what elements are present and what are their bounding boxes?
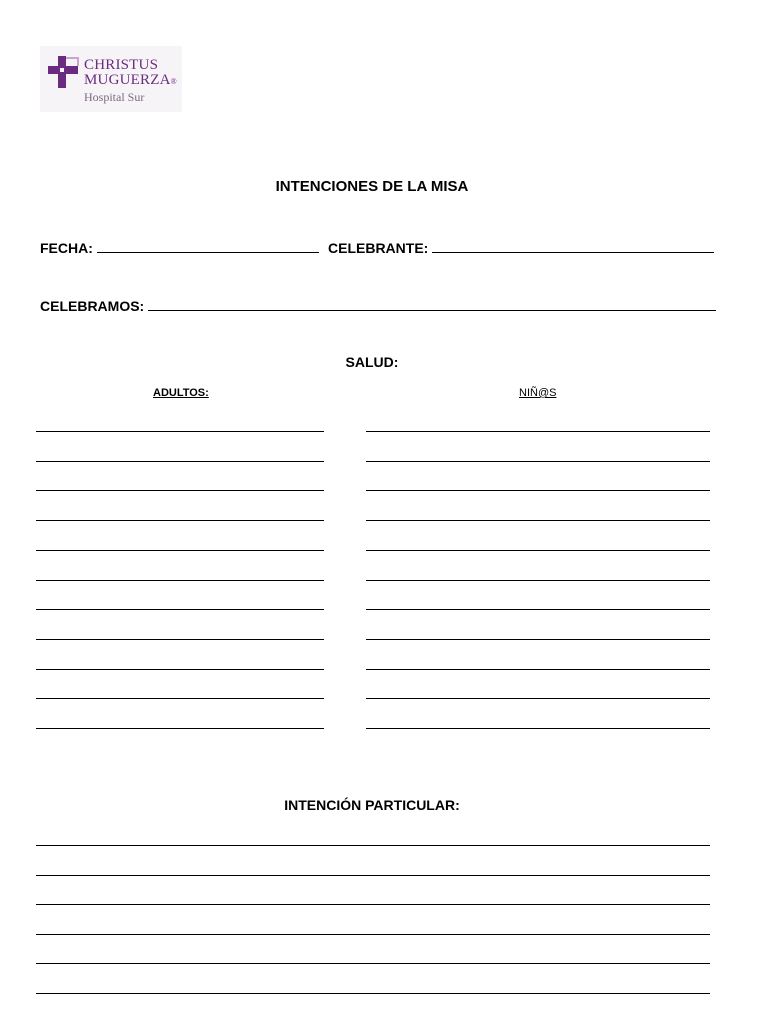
- ninos-blank-line[interactable]: [366, 609, 710, 610]
- fecha-blank-line[interactable]: [97, 238, 319, 253]
- fecha-label: FECHA:: [40, 240, 93, 256]
- particular-blank-line[interactable]: [36, 845, 710, 846]
- adultos-blank-line[interactable]: [36, 461, 324, 462]
- particular-blank-line[interactable]: [36, 993, 710, 994]
- intencion-particular-heading: INTENCIÓN PARTICULAR:: [284, 797, 460, 813]
- cross-icon: [46, 54, 82, 90]
- salud-heading: SALUD:: [345, 354, 399, 370]
- ninos-blank-line[interactable]: [366, 520, 710, 521]
- particular-blank-line[interactable]: [36, 934, 710, 935]
- adultos-blank-line[interactable]: [36, 728, 324, 729]
- adultos-heading: ADULTOS:: [153, 387, 209, 399]
- ninos-blank-line[interactable]: [366, 490, 710, 491]
- celebrante-blank-line[interactable]: [432, 238, 714, 253]
- ninos-blank-line[interactable]: [366, 580, 710, 581]
- adultos-blank-line[interactable]: [36, 698, 324, 699]
- brand-name-line1: CHRISTUS: [84, 57, 159, 73]
- celebramos-label: CELEBRAMOS:: [40, 298, 145, 314]
- celebramos-field: [40, 296, 716, 314]
- celebrante-field: [328, 238, 714, 256]
- adultos-blank-line[interactable]: [36, 639, 324, 640]
- ninos-blank-line[interactable]: [366, 431, 710, 432]
- adultos-blank-line[interactable]: [36, 580, 324, 581]
- ninos-blank-line[interactable]: [366, 669, 710, 670]
- adultos-blank-line[interactable]: [36, 550, 324, 551]
- ninos-blank-line[interactable]: [366, 461, 710, 462]
- fecha-field: [40, 238, 319, 256]
- ninos-blank-line[interactable]: [366, 550, 710, 551]
- brand-subtitle: Hospital Sur: [84, 90, 145, 104]
- ninos-blank-line[interactable]: [366, 728, 710, 729]
- adultos-blank-line[interactable]: [36, 520, 324, 521]
- ninos-blank-line[interactable]: [366, 698, 710, 699]
- ninos-heading: NIÑ@S: [519, 387, 557, 399]
- ninos-blank-line[interactable]: [366, 639, 710, 640]
- particular-blank-line[interactable]: [36, 875, 710, 876]
- celebrante-label: CELEBRANTE:: [328, 240, 429, 256]
- particular-blank-line[interactable]: [36, 904, 710, 905]
- adultos-blank-line[interactable]: [36, 431, 324, 432]
- adultos-blank-line[interactable]: [36, 609, 324, 610]
- form-title: INTENCIONES DE LA MISA: [275, 178, 469, 195]
- celebramos-blank-line[interactable]: [148, 296, 716, 311]
- adultos-blank-line[interactable]: [36, 490, 324, 491]
- adultos-blank-line[interactable]: [36, 669, 324, 670]
- brand-name-line2: MUGUERZA®: [84, 72, 177, 88]
- particular-blank-line[interactable]: [36, 963, 710, 964]
- hospital-logo: [40, 46, 182, 112]
- registered-mark: ®: [170, 77, 177, 86]
